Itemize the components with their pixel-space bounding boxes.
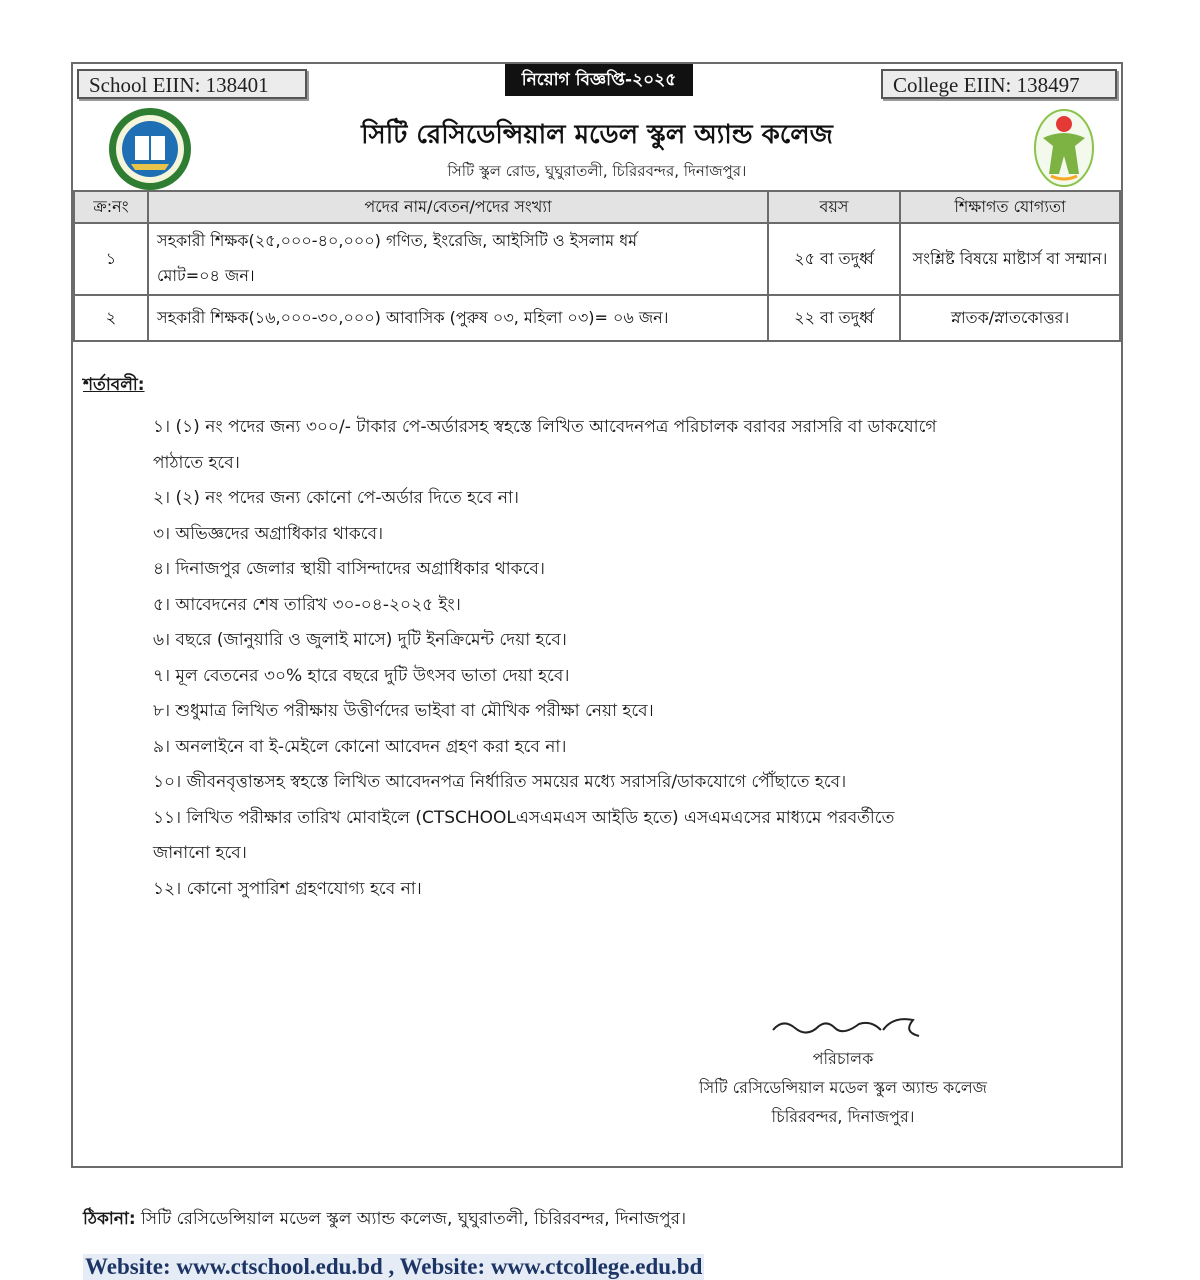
condition-item: ১১। লিখিত পরীক্ষার তারিখ মোবাইলে (CTSCHOOLএসএমএস আইডি হতে) এসএমএসের মাধ্যমে পরবর্তীতে — [153, 807, 895, 828]
condition-item: ৮। শুধুমাত্র লিখিত পরীক্ষায় উত্তীর্ণদের ভাইবা বা মৌখিক পরীক্ষা নেয়া হবে। — [153, 701, 654, 721]
col-qualification: শিক্ষাগত যোগ্যতা — [900, 191, 1120, 223]
school-eiin-box: School EIIN: 138401 — [77, 69, 307, 99]
signature-scribble-icon — [743, 1010, 943, 1040]
row-post — [148, 223, 768, 295]
condition-item: ৬। বছরে (জানুয়ারি ও জুলাই মাসে) দুটি ইনক্রিমেন্ট দেয়া হবে। — [153, 630, 567, 650]
post-line: সহকারী শিক্ষক(২৫,০০০-৪০,০০০) গণিত, ইংরেজি, আইসিটি ও ইসলাম ধর্ম — [157, 231, 638, 250]
col-post: পদের নাম/বেতন/পদের সংখ্যা — [148, 191, 768, 223]
condition-item: জানানো হবে। — [153, 843, 247, 863]
table-row — [74, 223, 1120, 295]
condition-item: ৪। দিনাজপুর জেলার স্থায়ী বাসিন্দাদের অগ্রাধিকার থাকবে। — [153, 559, 545, 579]
college-eiin-box: College EIIN: 138497 — [881, 69, 1117, 99]
college-logo-icon — [1033, 108, 1095, 188]
table-header-row — [74, 191, 1120, 223]
condition-item: ৫। আবেদনের শেষ তারিখ ৩০-০৪-২০২৫ ইং। — [153, 594, 461, 615]
condition-item: ৯। অনলাইনে বা ই-মেইলে কোনো আবেদন গ্রহণ করা হবে না। — [153, 736, 567, 757]
signature-location: চিরিরবন্দর, দিনাজপুর। — [771, 1107, 915, 1126]
row-post — [148, 295, 768, 341]
table-row — [74, 295, 1120, 341]
conditions-list — [153, 410, 1103, 907]
row-serial: ২ — [74, 295, 148, 341]
post-line: সহকারী শিক্ষক(১৬,০০০-৩০,০০০) আবাসিক (পুরুষ ০৩, মহিলা ০৩)= ০৬ জন। — [157, 307, 669, 327]
institution-address: সিটি স্কুল রোড, ঘুঘুরাতলী, চিরিরবন্দর, দিনাজপুর। — [447, 162, 747, 180]
signature-designation: পরিচালক — [812, 1049, 874, 1068]
conditions-title: শর্তাবলী: — [83, 375, 145, 395]
condition-item: ১। (১) নং পদের জন্য ৩০০/- টাকার পে-অর্ডারসহ স্বহস্তে লিখিত আবেদনপত্র পরিচালক বরাবর সরাসরি বা ডাকযোগে — [153, 417, 937, 437]
recruitment-notice — [71, 62, 1123, 1279]
row-qualification: সংশ্লিষ্ট বিষয়ে মাষ্টার্স বা সম্মান। — [900, 223, 1120, 295]
signature-block — [673, 1010, 1013, 1131]
header-bar — [73, 64, 1121, 104]
condition-item: ৩। অভিজ্ঞদের অগ্রাধিকার থাকবে। — [153, 523, 384, 544]
row-age: ২২ বা তদুর্ধ্ব — [768, 295, 900, 341]
condition-item: ৭। মূল বেতনের ৩০% হারে বছরে দুটি উৎসব ভাতা দেয়া হবে। — [153, 665, 570, 686]
condition-item: ১০। জীবনবৃত্তান্তসহ স্বহস্তে লিখিত আবেদনপত্র নির্ধারিত সময়ের মধ্যে সরাসরি/ডাকযোগে পৌঁছাতে হবে। — [153, 772, 847, 792]
post-line: মোট=০৪ জন। — [157, 266, 255, 285]
institution-name: সিটি রেসিডেন্সিয়াল মডেল স্কুল অ্যান্ড কলেজ — [361, 120, 833, 150]
notice-title: নিয়োগ বিজ্ঞপ্তি-২০২৫ — [505, 64, 693, 96]
address-text: সিটি রেসিডেন্সিয়াল মডেল স্কুল অ্যান্ড কলেজ, ঘুঘুরাতলী, চিরিরবন্দর, দিনাজপুর। — [135, 1209, 687, 1229]
condition-item: ১২। কোনো সুপারিশ গ্রহণযোগ্য হবে না। — [153, 878, 422, 899]
col-serial: ক্র:নং — [74, 191, 148, 223]
website-links[interactable]: Website: www.ctschool.edu.bd , Website: www.ctcollege.edu.bd — [85, 1254, 703, 1279]
signature-institution: সিটি রেসিডেন্সিয়াল মডেল স্কুল অ্যান্ড কলেজ — [699, 1078, 987, 1097]
row-age: ২৫ বা তদুর্ধ্ব — [768, 223, 900, 295]
row-serial: ১ — [74, 223, 148, 295]
address-line — [83, 1204, 686, 1234]
address-label: ঠিকানা: — [83, 1209, 136, 1229]
condition-item: ২। (২) নং পদের জন্য কোনো পে-অর্ডার দিতে হবে না। — [153, 488, 519, 508]
col-age: বয়স — [768, 191, 900, 223]
posts-table — [73, 190, 1121, 342]
condition-item: পাঠাতে হবে। — [153, 452, 240, 473]
row-qualification: স্নাতক/স্নাতকোত্তর। — [900, 295, 1120, 341]
